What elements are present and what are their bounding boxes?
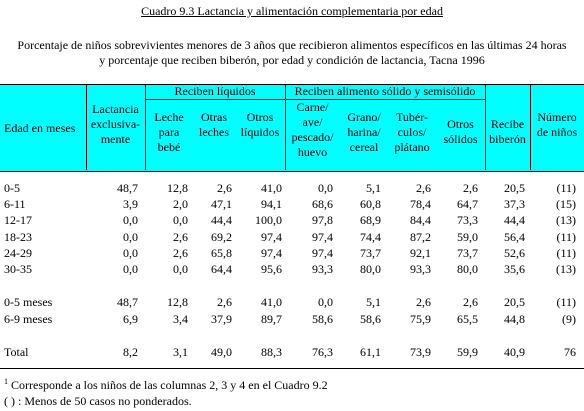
table-cell: 0,0 <box>123 230 138 244</box>
table-cell: 2,6 <box>463 295 478 309</box>
table-cell: 88,3 <box>261 345 282 359</box>
table-cell: 2,6 <box>217 295 232 309</box>
row-label: 24-29 <box>4 246 32 260</box>
table-cell: 97,4 <box>261 230 282 244</box>
table-cell: 60,8 <box>360 197 381 211</box>
table-cell: 47,1 <box>211 197 232 211</box>
table-cell: 56,4 <box>504 230 525 244</box>
table-cell: 69,2 <box>211 230 232 244</box>
table-cell: 44,8 <box>504 312 525 326</box>
header-group-solidos: Reciben alimento sólido y semisólido <box>294 84 476 98</box>
row-label: 0-5 meses <box>4 295 53 309</box>
table-cell: (13) <box>556 262 576 276</box>
row-label: 12-17 <box>4 213 32 227</box>
table-cell: 94,1 <box>261 197 282 211</box>
table-row <box>0 295 584 310</box>
table-cell: 68,6 <box>312 197 333 211</box>
table-cell: 80,0 <box>457 262 478 276</box>
table-cell: 65,5 <box>457 312 478 326</box>
table-cell: 2,6 <box>416 181 431 195</box>
table-cell: 68,9 <box>360 213 381 227</box>
table-cell: 58,6 <box>360 312 381 326</box>
table-cell: 2,0 <box>173 197 188 211</box>
table-cell: 41,0 <box>261 181 282 195</box>
row-label: 6-11 <box>4 197 26 211</box>
table-row <box>0 262 584 277</box>
table-cell: 100,0 <box>255 213 282 227</box>
subtitle-line-2: y porcentaje que reciben biberón, por edad y condición de lactancia, Tacna 1996 <box>99 53 485 67</box>
table-cell: 87,2 <box>410 230 431 244</box>
table-cell: (11) <box>556 181 576 195</box>
table-cell: 0,0 <box>173 262 188 276</box>
table-cell: 93,3 <box>410 262 431 276</box>
table-bottom-rule <box>0 368 584 369</box>
table-cell: 8,2 <box>123 345 138 359</box>
table-cell: 64,4 <box>211 262 232 276</box>
table-cell: 2,6 <box>217 181 232 195</box>
table-cell: 95,6 <box>261 262 282 276</box>
table-row <box>0 181 584 196</box>
header-carne: Carne/ ave/ pescado/ huevo <box>291 100 334 159</box>
header-numero: Número de niños <box>536 110 578 139</box>
header-grano: Grano/ harina/ cereal <box>347 110 381 154</box>
table-cell: 80,0 <box>360 262 381 276</box>
table-cell: 76,3 <box>312 345 333 359</box>
table-cell: 12,8 <box>167 181 188 195</box>
table-cell: 73,7 <box>457 246 478 260</box>
subtitle-line-1: Porcentaje de niños sobrevivientes menores de 3 años que recibieron alimentos específicos en las últimas 24 horas <box>17 38 567 52</box>
header-tuberculos: Tubér- culos/ plátano <box>394 110 430 154</box>
table-cell: 3,1 <box>173 345 188 359</box>
footnote-2: ( ) : Menos de 50 casos no ponderados. <box>4 394 192 408</box>
row-label: 6-9 meses <box>4 312 53 326</box>
table-cell: 0,0 <box>173 213 188 227</box>
table-cell: 93,3 <box>312 262 333 276</box>
table-cell: 37,9 <box>211 312 232 326</box>
table-cell: 0,0 <box>318 295 333 309</box>
table-row <box>0 230 584 245</box>
table-cell: 48,7 <box>117 181 138 195</box>
header-otros-liquidos: Otros líquidos <box>240 110 280 139</box>
table-cell: 2,6 <box>416 295 431 309</box>
table-title: Cuadro 9.3 Lactancia y alimentación complementaria por edad <box>141 4 443 18</box>
table-cell: 2,6 <box>463 181 478 195</box>
table-cell: 74,4 <box>360 230 381 244</box>
table-row-total <box>0 345 584 360</box>
table-cell: 65,8 <box>211 246 232 260</box>
footnote-1: $^1$ Corresponde a los niños de las columnas 2, 3 y 4 en el Cuadro 9.2 <box>4 377 328 392</box>
table-cell: 3,4 <box>173 312 188 326</box>
table-cell: 89,7 <box>261 312 282 326</box>
table-cell: 20,5 <box>504 295 525 309</box>
table-cell: 0,0 <box>123 246 138 260</box>
table-cell: 73,9 <box>410 345 431 359</box>
table-cell: 41,0 <box>261 295 282 309</box>
table-cell: (15) <box>556 197 576 211</box>
table-cell: 44,4 <box>211 213 232 227</box>
table-cell: 97,4 <box>312 230 333 244</box>
header-edad: Edad en meses <box>4 121 76 135</box>
table-cell: 5,1 <box>366 181 381 195</box>
table-cell: (11) <box>556 246 576 260</box>
row-label: Total <box>4 345 29 359</box>
table-cell: 64,7 <box>457 197 478 211</box>
table-cell: 0,0 <box>123 213 138 227</box>
table-cell: 49,0 <box>211 345 232 359</box>
table-cell: 52,6 <box>504 246 525 260</box>
header-lactancia: Lactancia exclusiva- mente <box>90 102 141 146</box>
table-row <box>0 197 584 212</box>
table-cell: 0,0 <box>318 181 333 195</box>
table-cell: (11) <box>556 295 576 309</box>
table-cell: 37,3 <box>504 197 525 211</box>
table-cell: 61,1 <box>360 345 381 359</box>
table-cell: 84,4 <box>410 213 431 227</box>
table-cell: 20,5 <box>504 181 525 195</box>
header-leche-bebe: Leche para bebé <box>154 110 184 154</box>
table-cell: 59,0 <box>457 230 478 244</box>
table-cell: 0,0 <box>123 262 138 276</box>
table-cell: 78,4 <box>410 197 431 211</box>
table-cell: 97,8 <box>312 213 333 227</box>
table-cell: 3,9 <box>123 197 138 211</box>
header-otros-solidos: Otros sólidos <box>443 117 478 146</box>
table-row <box>0 312 584 327</box>
table-cell: 12,8 <box>167 295 188 309</box>
header-group-liquidos: Reciben líquidos <box>174 84 256 98</box>
table-cell: 6,9 <box>123 312 138 326</box>
row-label: 30-35 <box>4 262 32 276</box>
table-cell: 2,6 <box>173 230 188 244</box>
table-cell: 92,1 <box>410 246 431 260</box>
table-cell: 48,7 <box>117 295 138 309</box>
table-cell: (13) <box>556 213 576 227</box>
table-cell: 2,6 <box>173 246 188 260</box>
header-otras-leches: Otras leches <box>199 110 229 139</box>
table-row <box>0 246 584 261</box>
table-cell: (9) <box>562 312 576 326</box>
table-cell: 40,9 <box>504 345 525 359</box>
table-cell: 44,4 <box>504 213 525 227</box>
table-cell: 75,9 <box>410 312 431 326</box>
row-label: 0-5 <box>4 181 20 195</box>
table-cell: 35,6 <box>504 262 525 276</box>
table-cell: 59,9 <box>457 345 478 359</box>
table-cell: 73,3 <box>457 213 478 227</box>
table-cell: 58,6 <box>312 312 333 326</box>
table-cell: 97,4 <box>261 246 282 260</box>
header-biberon: Recibe biberón <box>489 117 526 146</box>
table-cell: 76 <box>564 345 576 359</box>
row-label: 18-23 <box>4 230 32 244</box>
table-cell: 97,4 <box>312 246 333 260</box>
table-cell: 5,1 <box>366 295 381 309</box>
table-cell: 73,7 <box>360 246 381 260</box>
table-cell: (11) <box>556 230 576 244</box>
table-row <box>0 213 584 228</box>
